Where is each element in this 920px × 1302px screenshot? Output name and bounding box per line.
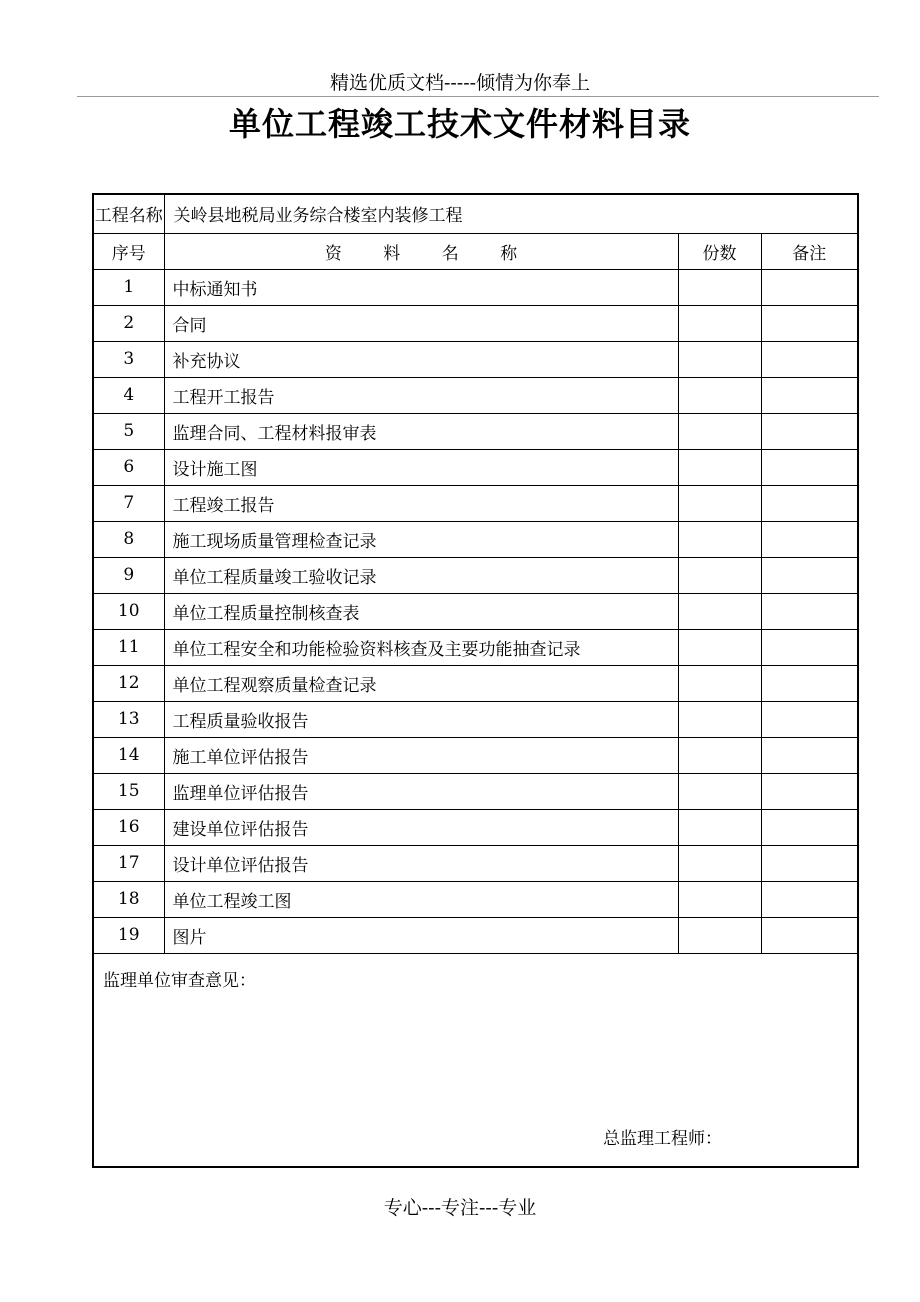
row-document-name: 工程质量验收报告 bbox=[164, 701, 678, 737]
row-remarks bbox=[761, 485, 857, 521]
row-remarks bbox=[761, 449, 857, 485]
row-document-name: 监理单位评估报告 bbox=[164, 773, 678, 809]
row-remarks bbox=[761, 341, 857, 377]
document-title: 单位工程竣工技术文件材料目录 bbox=[228, 105, 691, 143]
row-remarks bbox=[761, 629, 857, 665]
row-document-name: 单位工程质量竣工验收记录 bbox=[164, 557, 678, 593]
table-row bbox=[94, 737, 857, 773]
row-index: 2 bbox=[94, 305, 164, 341]
row-copies bbox=[678, 521, 761, 557]
row-index: 6 bbox=[94, 449, 164, 485]
row-remarks bbox=[761, 521, 857, 557]
row-remarks bbox=[761, 701, 857, 737]
column-header-index: 序号 bbox=[94, 233, 164, 269]
row-index: 18 bbox=[94, 881, 164, 917]
row-document-name: 施工现场质量管理检查记录 bbox=[164, 521, 678, 557]
row-copies bbox=[678, 557, 761, 593]
row-remarks bbox=[761, 269, 857, 305]
row-document-name: 建设单位评估报告 bbox=[164, 809, 678, 845]
row-copies bbox=[678, 737, 761, 773]
row-document-name: 补充协议 bbox=[164, 341, 678, 377]
table-row bbox=[94, 845, 857, 881]
column-header-name: 资 料 名 称 bbox=[164, 233, 678, 269]
row-document-name: 工程开工报告 bbox=[164, 377, 678, 413]
row-index: 14 bbox=[94, 737, 164, 773]
row-document-name: 单位工程观察质量检查记录 bbox=[164, 665, 678, 701]
row-remarks bbox=[761, 413, 857, 449]
row-remarks bbox=[761, 773, 857, 809]
row-document-name: 合同 bbox=[164, 305, 678, 341]
row-copies bbox=[678, 593, 761, 629]
row-document-name: 施工单位评估报告 bbox=[164, 737, 678, 773]
row-remarks bbox=[761, 737, 857, 773]
row-index: 1 bbox=[94, 269, 164, 305]
row-remarks bbox=[761, 305, 857, 341]
row-copies bbox=[678, 413, 761, 449]
row-document-name: 设计施工图 bbox=[164, 449, 678, 485]
row-document-name: 设计单位评估报告 bbox=[164, 845, 678, 881]
project-row bbox=[94, 195, 857, 233]
column-header-remarks: 备注 bbox=[761, 233, 857, 269]
row-index: 10 bbox=[94, 593, 164, 629]
row-copies bbox=[678, 269, 761, 305]
table-row bbox=[94, 485, 857, 521]
row-index: 11 bbox=[94, 629, 164, 665]
row-index: 7 bbox=[94, 485, 164, 521]
row-copies bbox=[678, 701, 761, 737]
row-remarks bbox=[761, 593, 857, 629]
row-index: 8 bbox=[94, 521, 164, 557]
row-copies bbox=[678, 773, 761, 809]
row-remarks bbox=[761, 845, 857, 881]
row-remarks bbox=[761, 917, 857, 953]
table-row bbox=[94, 557, 857, 593]
table-row bbox=[94, 269, 857, 305]
row-index: 5 bbox=[94, 413, 164, 449]
row-copies bbox=[678, 665, 761, 701]
catalog-form bbox=[92, 193, 859, 1168]
row-remarks bbox=[761, 557, 857, 593]
row-index: 19 bbox=[94, 917, 164, 953]
page-footer: 专心---专注---专业 bbox=[383, 1197, 537, 1219]
column-header-row bbox=[94, 233, 857, 269]
table-row bbox=[94, 809, 857, 845]
header-divider bbox=[77, 96, 879, 97]
row-document-name: 单位工程质量控制核查表 bbox=[164, 593, 678, 629]
row-index: 17 bbox=[94, 845, 164, 881]
row-remarks bbox=[761, 809, 857, 845]
row-copies bbox=[678, 809, 761, 845]
row-index: 9 bbox=[94, 557, 164, 593]
table-row bbox=[94, 881, 857, 917]
row-copies bbox=[678, 341, 761, 377]
row-document-name: 工程竣工报告 bbox=[164, 485, 678, 521]
row-copies bbox=[678, 485, 761, 521]
row-index: 4 bbox=[94, 377, 164, 413]
row-document-name: 单位工程安全和功能检验资料核查及主要功能抽查记录 bbox=[164, 629, 678, 665]
chief-engineer-signature-label: 总监理工程师： bbox=[603, 1129, 722, 1149]
row-copies bbox=[678, 629, 761, 665]
supervision-opinion-section bbox=[94, 958, 857, 1166]
page-header: 精选优质文档-----倾情为你奉上 bbox=[329, 72, 591, 94]
table-row bbox=[94, 305, 857, 341]
row-copies bbox=[678, 881, 761, 917]
row-copies bbox=[678, 917, 761, 953]
project-name-label: 工程名称 bbox=[94, 195, 164, 233]
table-row bbox=[94, 665, 857, 701]
row-index: 13 bbox=[94, 701, 164, 737]
table-row bbox=[94, 341, 857, 377]
table-row bbox=[94, 701, 857, 737]
catalog-table bbox=[94, 195, 857, 954]
row-document-name: 中标通知书 bbox=[164, 269, 678, 305]
row-copies bbox=[678, 305, 761, 341]
row-copies bbox=[678, 845, 761, 881]
row-document-name: 监理合同、工程材料报审表 bbox=[164, 413, 678, 449]
table-row bbox=[94, 629, 857, 665]
supervision-opinion-label: 监理单位审查意见： bbox=[103, 971, 256, 991]
table-row bbox=[94, 377, 857, 413]
table-row bbox=[94, 413, 857, 449]
row-remarks bbox=[761, 881, 857, 917]
table-row bbox=[94, 521, 857, 557]
row-index: 12 bbox=[94, 665, 164, 701]
row-index: 15 bbox=[94, 773, 164, 809]
row-index: 3 bbox=[94, 341, 164, 377]
table-row bbox=[94, 593, 857, 629]
column-header-copies: 份数 bbox=[678, 233, 761, 269]
table-row bbox=[94, 449, 857, 485]
table-row bbox=[94, 773, 857, 809]
row-index: 16 bbox=[94, 809, 164, 845]
row-document-name: 图片 bbox=[164, 917, 678, 953]
row-copies bbox=[678, 377, 761, 413]
table-row bbox=[94, 917, 857, 953]
row-remarks bbox=[761, 665, 857, 701]
project-name-value: 关岭县地税局业务综合楼室内装修工程 bbox=[164, 195, 857, 233]
row-copies bbox=[678, 449, 761, 485]
row-document-name: 单位工程竣工图 bbox=[164, 881, 678, 917]
row-remarks bbox=[761, 377, 857, 413]
